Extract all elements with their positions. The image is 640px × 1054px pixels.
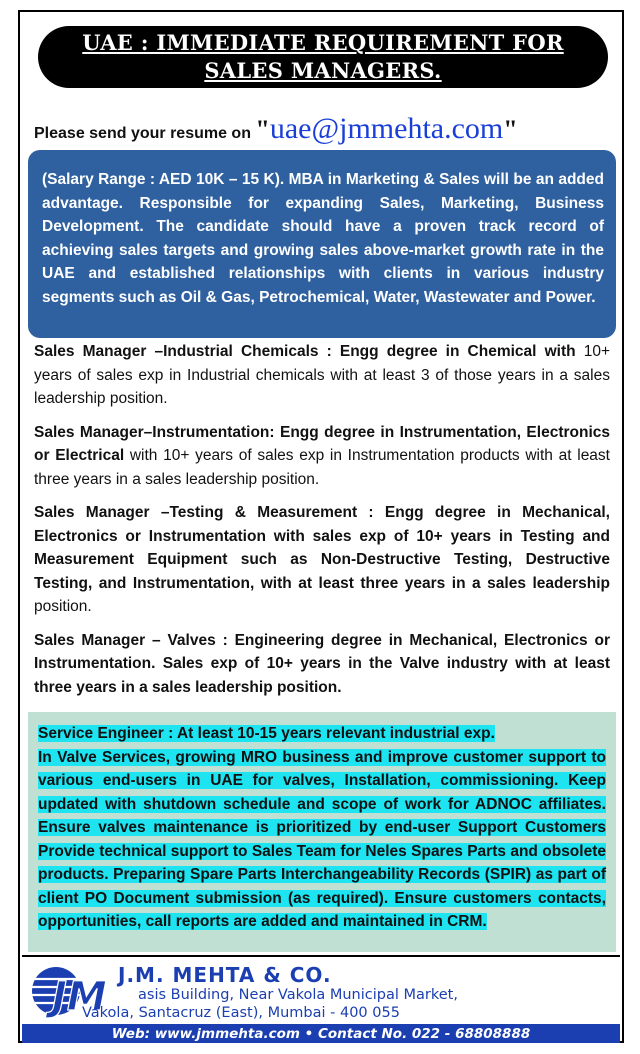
address-line-1: asis Building, Near Vakola Municipal Market, [138,987,458,1003]
job-details: position. [34,598,92,615]
company-address [82,986,622,1022]
job-details: with 10+ years of sales exp in Instrumentation products with at least three years in a sales leadership position. [34,447,610,488]
job-details: Engineering degree in Mechanical, Electronics or Instrumentation. Sales exp of 10+ years in the Valve industry with at least three years in a sales leadership position. [34,631,610,696]
email-link[interactable]: uae@jmmehta.com [269,112,504,145]
company-name: J.M. MEHTA & CO. [118,963,332,987]
job-testing-measurement [34,501,610,619]
resume-prefix: Please send your resume on [34,125,256,142]
job-details: 10+ years of sales exp in Industrial chemicals with at least 3 of those years in a sales leadership position. [34,343,610,407]
address-line-2: Vakola, Santacruz (East), Mumbai - 400 055 [82,1005,400,1021]
service-body [38,746,606,934]
job-industrial-chemicals [34,340,610,411]
salary-description-box [28,150,616,338]
service-body-text: In Valve Services, growing MRO business and improve customer support to various end-users in UAE for valves, Installation, commissioning. Keep updated with shutdown schedule and scope of work for ADNOC affiliates. Ensure valves maintenance is prioritized by end-user Support Customers Provide technical support to Sales Team for Neles Spares Parts and obsolete products. Preparing Spare Parts Interchangeability Records (SPIR) as part of client PO Document submission (as required). Ensure customers contacts, opportunities, call reports are added and maintained in CRM. [38,748,606,930]
footer-divider [22,955,620,957]
service-heading [38,722,606,746]
service-heading-text: Service Engineer : At least 10-15 years relevant industrial exp. [38,725,495,742]
job-title: Sales Manager –Industrial Chemicals : Engg degree in Chemical with [34,343,584,360]
web-contact-bar[interactable]: Web: www.jmmehta.com • Contact No. 022 - 68808888 [22,1024,620,1043]
service-engineer-box [28,712,616,952]
close-quote: " [503,115,518,144]
salary-text: (Salary Range : AED 10K – 15 K). MBA in Marketing & Sales will be an added advantage. Responsible for expanding Sales, Marketing, Business Development. The candidate should have a proven track record of achieving sales targets and growing sales above-market growth rate in the UAE and established relationships with clients in various industry segments such as Oil & Gas, Petrochemical, Water, Wastewater and Power. [42,171,604,306]
job-title: Sales Manager – Valves : [34,631,235,649]
job-list [34,340,610,709]
title-line-1: UAE : IMMEDIATE REQUIREMENT FOR [82,30,564,55]
title-line-2: SALES MANAGERS. [204,58,442,83]
svg-text:JM: JM [52,974,107,1018]
job-title: Sales Manager –Testing & Measurement : Engg degree in Mechanical, Electronics or Instrumentation with sales exp of 10+ years in Testing and Measurement Equipment such as Non-Destructive Testing, Destructive Testing, and Instrumentation, with at least three years in a sales leadership [34,504,610,592]
job-advertisement [18,10,624,1043]
open-quote: " [255,115,270,144]
job-title: Sales Manager–Instrumentation: Engg degree in Instrumentation, Electronics or Electrical [34,423,610,464]
job-instrumentation [34,421,610,492]
title-banner [38,26,608,88]
resume-instruction [34,112,610,146]
job-valves [34,629,610,700]
